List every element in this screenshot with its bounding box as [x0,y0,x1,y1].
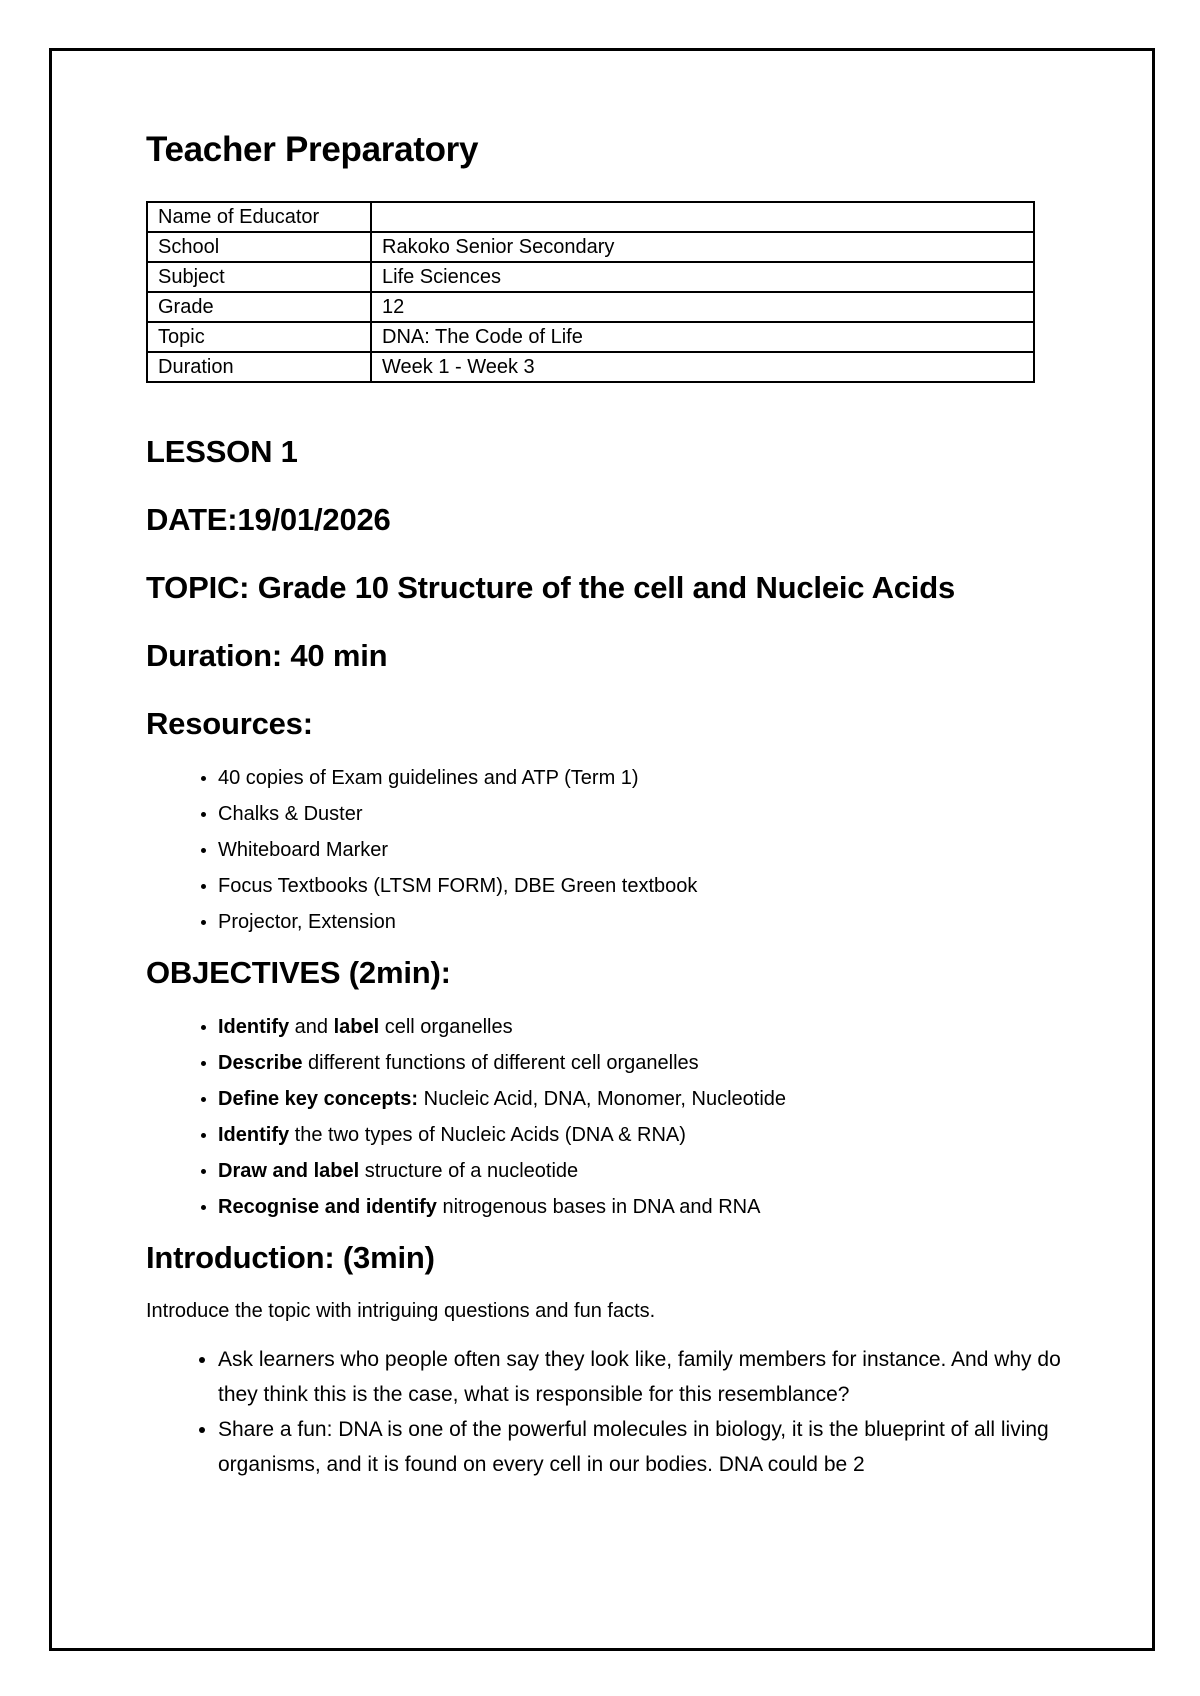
info-value: Life Sciences [371,262,1034,292]
objective-text: and [289,1016,334,1038]
introduction-list [146,1342,1076,1482]
info-row [147,352,1034,382]
introduction-item: • Ask learners who people often say they look like, family members for instance. And why do they think this is the case, what is responsible for this resemblance? [218,1342,1076,1412]
info-row [147,322,1034,352]
document-content [146,130,1076,1482]
resources-list [146,760,1076,940]
objective-item [218,1081,1076,1117]
lesson-date: DATE:19/01/2026 [146,502,391,537]
info-row [147,202,1034,232]
objective-text: Nucleic Acid, DNA, Monomer, Nucleotide [418,1088,787,1110]
info-value: DNA: The Code of Life [371,322,1034,352]
objective-item [218,1153,1076,1189]
introduction-text: Introduce the topic with intriguing questions and fun facts. [146,1300,656,1322]
resources-heading: Resources: [146,706,313,741]
objective-keyword: Identify [218,1124,290,1146]
objective-text: the two types of Nucleic Acids (DNA & RNA) [289,1124,686,1146]
info-label: Name of Educator [147,202,371,232]
info-label: Duration [147,352,371,382]
objective-keyword: Define key concepts: [218,1088,419,1110]
lesson-duration: Duration: 40 min [146,638,388,673]
info-row [147,292,1034,322]
objective-keyword: label [333,1016,380,1038]
resource-item: • Projector, Extension [218,904,1076,940]
introduction-item: • Share a fun: DNA is one of the powerful molecules in biology, it is the blueprint of all living organisms, and it is found on every cell in our bodies. DNA could be 2 [218,1412,1076,1482]
info-value: Week 1 - Week 3 [371,352,1034,382]
resource-item: • 40 copies of Exam guidelines and ATP (Term 1) [218,760,1076,796]
info-value: Rakoko Senior Secondary [371,232,1034,262]
objective-keyword: Recognise and identify [218,1196,437,1218]
info-label: School [147,232,371,262]
objective-item [218,1189,1076,1225]
objective-keyword: Identify [218,1016,290,1038]
objective-text: structure of a nucleotide [359,1160,579,1182]
introduction-heading: Introduction: (3min) [146,1240,435,1275]
objectives-heading: OBJECTIVES (2min): [146,955,451,990]
resource-item: • Whiteboard Marker [218,832,1076,868]
objective-text: nitrogenous bases in DNA and RNA [436,1196,761,1218]
info-row [147,232,1034,262]
objective-keyword: Draw and label [218,1160,360,1182]
lesson-heading: LESSON 1 [146,434,298,469]
resource-item: • Chalks & Duster [218,796,1076,832]
info-label: Subject [147,262,371,292]
objective-item [218,1045,1076,1081]
objective-keyword: Describe [218,1052,303,1074]
info-value [371,202,1034,232]
info-value: 12 [371,292,1034,322]
lesson-topic: TOPIC: Grade 10 Structure of the cell and Nucleic Acids [146,570,956,605]
document-title: Teacher Preparatory [146,130,479,169]
info-row [147,262,1034,292]
info-label: Topic [147,322,371,352]
educator-info-table [146,201,1035,383]
info-label: Grade [147,292,371,322]
objective-text: different functions of different cell organelles [302,1052,699,1074]
objective-item [218,1117,1076,1153]
objectives-list [146,1009,1076,1225]
resource-item: • Focus Textbooks (LTSM FORM), DBE Green textbook [218,868,1076,904]
objective-item [218,1009,1076,1045]
objective-text: cell organelles [379,1016,513,1038]
